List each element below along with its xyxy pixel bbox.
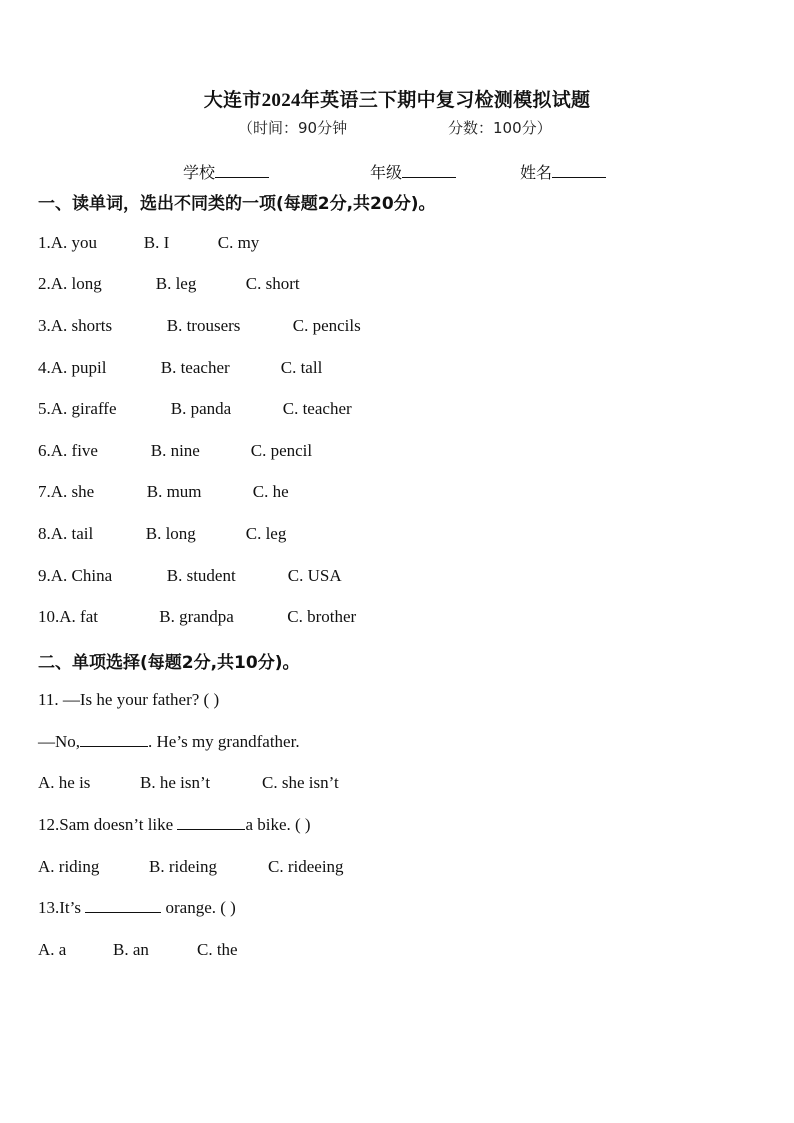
question-number: 2. [38, 274, 51, 293]
option-c[interactable]: C. pencils [292, 316, 361, 335]
option-b[interactable]: B. nine [150, 441, 200, 460]
option-c[interactable]: C. my [217, 233, 260, 252]
option-c[interactable]: C. she isn’t [262, 773, 339, 792]
q12-post: a bike. ( ) [245, 815, 311, 834]
question-number: 6. [38, 441, 51, 460]
option-b[interactable]: B. teacher [160, 358, 230, 377]
grade-label: 年级 [370, 163, 403, 182]
grade-field [370, 160, 456, 183]
option-a[interactable]: A. she [50, 482, 95, 501]
option-b[interactable]: B. an [113, 940, 149, 959]
q11-question: 11. —Is he your father? ( ) [38, 690, 220, 709]
option-c[interactable]: C. the [197, 940, 238, 959]
option-b[interactable]: B. grandpa [159, 607, 234, 626]
school-blank[interactable] [215, 161, 269, 178]
option-b[interactable]: B. trousers [166, 316, 241, 335]
option-a[interactable]: A. he is [38, 773, 91, 792]
option-a[interactable]: A. fat [59, 607, 98, 626]
q11-options [38, 773, 339, 793]
q13-options [38, 940, 238, 960]
question-row [38, 399, 352, 419]
option-a[interactable]: A. pupil [50, 358, 107, 377]
option-a[interactable]: A. shorts [50, 316, 113, 335]
question-number: 3. [38, 316, 51, 335]
option-a[interactable]: A. five [50, 441, 98, 460]
option-b[interactable]: B. panda [170, 399, 232, 418]
q11-answer-post: . He’s my grandfather. [148, 732, 300, 751]
option-c[interactable]: C. leg [245, 524, 287, 543]
question-number: 9. [38, 566, 51, 585]
q13-question [38, 898, 236, 918]
question-number: 5. [38, 399, 51, 418]
option-c[interactable]: C. tall [280, 358, 323, 377]
question-row [38, 358, 322, 378]
option-b[interactable]: B. long [145, 524, 196, 543]
question-row [38, 233, 259, 253]
question-row [38, 566, 342, 586]
q13-pre: 13.It’s [38, 898, 86, 917]
option-c[interactable]: C. USA [287, 566, 342, 585]
question-number: 4. [38, 358, 51, 377]
option-b[interactable]: B. leg [155, 274, 197, 293]
question-number: 10. [38, 607, 60, 626]
option-b[interactable]: B. he isn’t [140, 773, 211, 792]
q12-blank[interactable] [177, 815, 245, 830]
option-c[interactable]: C. he [252, 482, 289, 501]
option-c[interactable]: C. brother [287, 607, 357, 626]
question-row [38, 607, 356, 627]
question-row [38, 274, 300, 294]
option-c[interactable]: C. rideeing [268, 857, 344, 876]
section1-heading: 一、读单词，选出不同类的一项(每题2分,共20分)。 [38, 194, 436, 214]
option-b[interactable]: B. student [166, 566, 236, 585]
option-c[interactable]: C. pencil [250, 441, 313, 460]
option-b[interactable]: B. rideing [149, 857, 217, 876]
q13-blank[interactable] [85, 898, 161, 913]
exam-score: 分数：100分） [448, 119, 552, 137]
name-label: 姓名 [520, 163, 553, 182]
option-a[interactable]: A. giraffe [50, 399, 117, 418]
option-a[interactable]: A. a [38, 940, 67, 959]
exam-time: （时间：90分钟 [238, 119, 348, 137]
option-c[interactable]: C. short [245, 274, 300, 293]
option-a[interactable]: A. long [50, 274, 102, 293]
option-a[interactable]: A. China [50, 566, 113, 585]
question-row [38, 441, 312, 461]
q11-blank[interactable] [80, 732, 148, 747]
q13-post: orange. ( ) [161, 898, 236, 917]
q12-question [38, 815, 311, 835]
q11-answer-pre: —No, [38, 732, 81, 751]
section2-heading: 二、单项选择(每题2分,共10分)。 [38, 653, 300, 673]
question-number: 8. [38, 524, 51, 543]
question-row [38, 316, 361, 336]
question-number: 1. [38, 233, 51, 252]
name-blank[interactable] [552, 161, 606, 178]
q12-options [38, 857, 344, 877]
option-b[interactable]: B. mum [146, 482, 202, 501]
q11-answer [38, 732, 300, 752]
option-a[interactable]: A. riding [38, 857, 100, 876]
option-b[interactable]: B. I [143, 233, 170, 252]
page-title: 大连市2024年英语三下期中复习检测模拟试题 [203, 90, 591, 111]
grade-blank[interactable] [402, 161, 456, 178]
option-a[interactable]: A. tail [50, 524, 94, 543]
q12-pre: 12.Sam doesn’t like [38, 815, 178, 834]
question-row [38, 524, 286, 544]
option-c[interactable]: C. teacher [282, 399, 352, 418]
school-field [183, 160, 269, 183]
option-a[interactable]: A. you [50, 233, 98, 252]
question-row [38, 482, 289, 502]
school-label: 学校 [183, 163, 216, 182]
name-field [520, 160, 606, 183]
question-number: 7. [38, 482, 51, 501]
